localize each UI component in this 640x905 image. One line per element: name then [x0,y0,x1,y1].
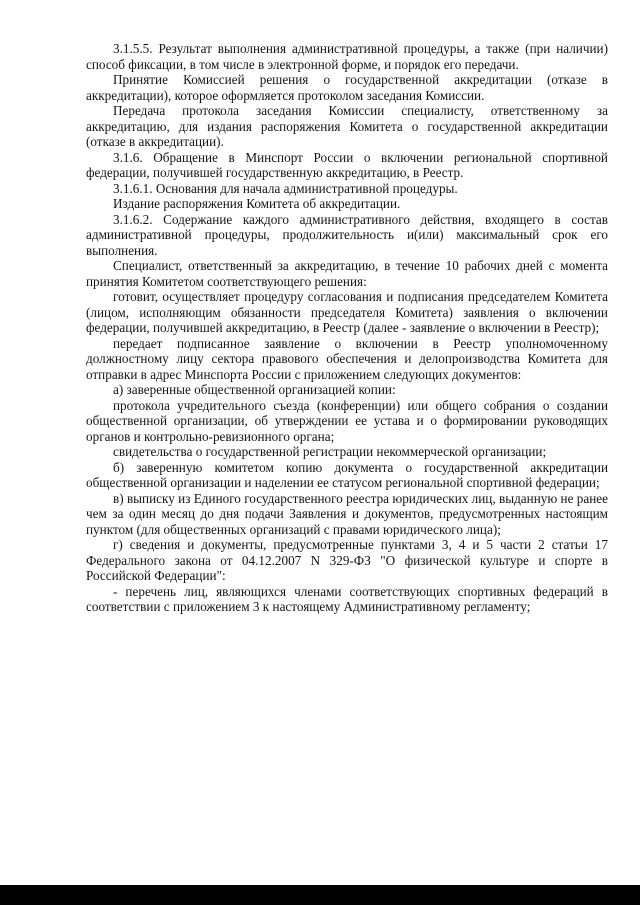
paragraph-members-list: - перечень лиц, являющихся членами соответствующих спортивных федераций в соответствии с приложением 3 к настоящему Административному регламенту; [86,583,608,614]
paragraph-3-1-6-2: 3.1.6.2. Содержание каждого административного действия, входящего в состав административной процедуры, продолжительность и(или) максимальный срок его выполнения. [86,211,608,258]
paragraph-item-a: а) заверенные общественной организацией копии: [113,382,396,397]
paragraph-3-1-6: 3.1.6. Обращение в Минспорт России о включении региональной спортивной федерации, получившей государственную аккредитацию, в Реестр. [86,149,608,180]
scan-border [0,885,640,905]
paragraph-item-v: в) выписку из Единого государственного реестра юридических лиц, выданную не ранее чем за один месяц до дня подачи Заявления и документов, предусмотренных настоящим пунктом (для общественных организаций с правами юридического лица); [86,490,608,537]
paragraph-certificate: свидетельства о государственной регистрации некоммерческой организации; [113,444,547,459]
paragraph-item-b: б) заверенную комитетом копию документа о государственной аккредитации общественной организации и наделении ее статусом региональной спортивной федерации; [86,459,608,490]
paragraph-order-issue: Издание распоряжения Комитета об аккредитации. [113,196,401,211]
paragraph-3-1-5-5: 3.1.5.5. Результат выполнения административной процедуры, а также (при наличии) способ фиксации, в том числе в электронной форме, и порядок его передачи. [86,41,608,72]
paragraph-commission-decision: Принятие Комиссией решения о государственной аккредитации (отказе в аккредитации), которое оформляется протоколом заседания Комиссии. [86,72,608,103]
paragraph-specialist: Специалист, ответственный за аккредитацию, в течение 10 рабочих дней с момента принятия Комитетом соответствующего решения: [86,258,608,289]
paragraph-protocol-copy: протокола учредительного съезда (конференции) или общего собрания о создании общественной организации, об утверждении ее устава и о формировании руководящих органов и контрольно-ревизионного органа; [86,397,608,444]
paragraph-item-g: г) сведения и документы, предусмотренные пунктами 3, 4 и 5 части 2 статьи 17 Федерального закона от 04.12.2007 N 329-ФЗ "О физической культуре и спорте в Российской Федерации": [86,537,608,583]
paragraph-prepares: готовит, осуществляет процедуру согласования и подписания председателем Комитета (лицом, исполняющим обязанности председателя Комитета) заявления о включении федерации, получившей аккредитацию, в Реестр (далее - заявление о включении в Реестр); [86,289,608,335]
paragraph-protocol-transfer: Передача протокола заседания Комиссии специалисту, ответственному за аккредитацию, для издания распоряжения Комитета о государственной аккредитации (отказе в аккредитации). [86,103,608,149]
document-body [86,41,608,615]
paragraph-transfers: передает подписанное заявление о включении в Реестр уполномоченному должностному лицу сектора правового обеспечения и делопроизводства Комитета для отправки в адрес Минспорта России с приложением следующих документов: [86,335,608,382]
paragraph-3-1-6-1: 3.1.6.1. Основания для начала административной процедуры. [113,180,458,196]
